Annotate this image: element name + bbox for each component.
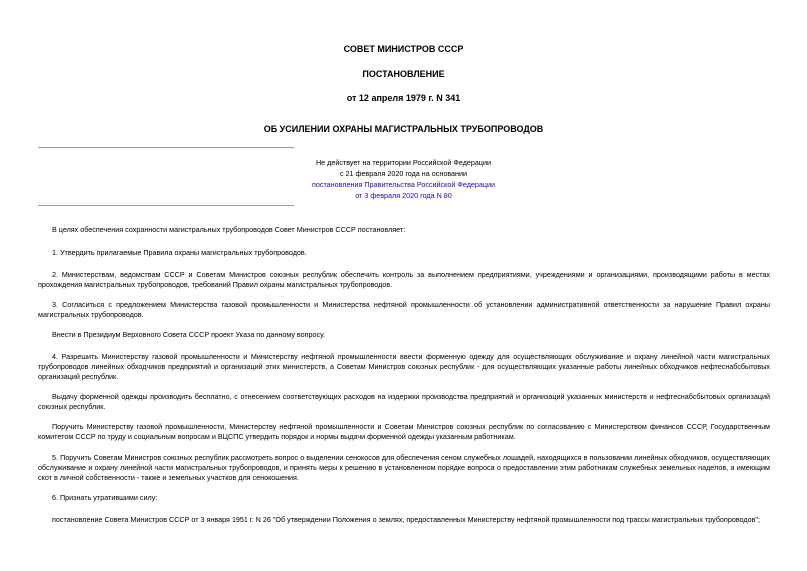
- paragraph-6: 6. Признать утратившими силу:: [52, 493, 158, 502]
- paragraph-4-uniform: Выдачу форменной одежды производить бесплатно, с отнесением соответствующих расходов на издержки производства предприятий и организаций указанных министерств и нефтеснабсбытовых организаций союзных республик.: [38, 392, 770, 411]
- date-number-heading: от 12 апреля 1979 г. N 341: [346, 93, 461, 103]
- notice-line-1: Не действует на территории Российской Федерации: [315, 158, 492, 167]
- notice-link[interactable]: [0, 179, 807, 190]
- paragraph-5: 5. Поручить Советам Министров союзных республик рассмотреть вопрос о выделении сенокосов для обеспечения сеном служебных лошадей, находящихся в пользовании линейных обходчиков, осуществляющих обслуживание и охрану линейной части магистральных трубопроводов, и принять меры к решению в установленном порядке вопроса о предоставлении этим работникам служебных земельных наделов, а имеющим скот в личной собственности - также и земельных участков для сенокошения.: [38, 453, 770, 482]
- paragraph-3: 3. Согласиться с предложением Министерства газовой промышленности и Министерства нефтяной промышленности об установлении административной ответственности за нарушение Правил охраны магистральных трубопроводов.: [38, 300, 770, 319]
- paragraph-6-item-1: постановление Совета Министров СССР от 3 января 1951 г. N 26 "Об утверждении Положения о землях, предоставленных Министерству нефтяной промышленности под трассы магистральных трубопроводов";: [52, 515, 760, 524]
- document-type-heading: ПОСТАНОВЛЕНИЕ: [362, 69, 445, 79]
- notice-line-2: с 21 февраля 2020 года на основании: [339, 169, 468, 178]
- paragraph-2: 2. Министерствам, ведомствам СССР и Советам Министров союзных республик обеспечить контроль за выполнением предприятиями, учреждениями и организациями, производящими работы в местах прохождения магистральных трубопроводов, требований Правил охраны магистральных трубопроводов.: [38, 270, 770, 289]
- document-title: ОБ УСИЛЕНИИ ОХРАНЫ МАГИСТРАЛЬНЫХ ТРУБОПРОВОДОВ: [263, 124, 544, 134]
- issuer-heading: СОВЕТ МИНИСТРОВ СССР: [343, 44, 464, 54]
- paragraph-4: 4. Разрешить Министерству газовой промышленности и Министерству нефтяной промышленности ввести форменную одежду для осуществляющих обслуживание и охрану линейной части магистральных трубопроводов линейных обходчиков предприятий и организаций этих министерств, а Советам Министров союзных республик - для осуществляющих указанные работы линейных обходчиков нефтеснабсбытовых организаций республик.: [38, 352, 770, 381]
- divider-bottom: [38, 205, 294, 206]
- notice-link-date[interactable]: [0, 190, 807, 201]
- notice-link-line-1[interactable]: постановления Правительства Российской Федерации: [311, 180, 496, 189]
- notice-link-line-2[interactable]: от 3 февраля 2020 года N 80: [355, 191, 452, 200]
- divider-top: [38, 147, 294, 148]
- paragraph-preamble: В целях обеспечения сохранности магистральных трубопроводов Совет Министров СССР постановляет:: [52, 225, 406, 234]
- paragraph-4-instruction: Поручить Министерству газовой промышленности, Министерству нефтяной промышленности и Советам Министров союзных республик по согласованию с Министерством финансов СССР, Государственным комитетом СССР по труду и социальным вопросам и ВЦСПС утвердить порядок и нормы выдачи форменной одежды указанным работникам.: [38, 422, 770, 441]
- paragraph-1: 1. Утвердить прилагаемые Правила охраны магистральных трубопроводов.: [52, 248, 307, 257]
- paragraph-3-note: Внести в Президиум Верховного Совета СССР проект Указа по данному вопросу.: [52, 330, 326, 339]
